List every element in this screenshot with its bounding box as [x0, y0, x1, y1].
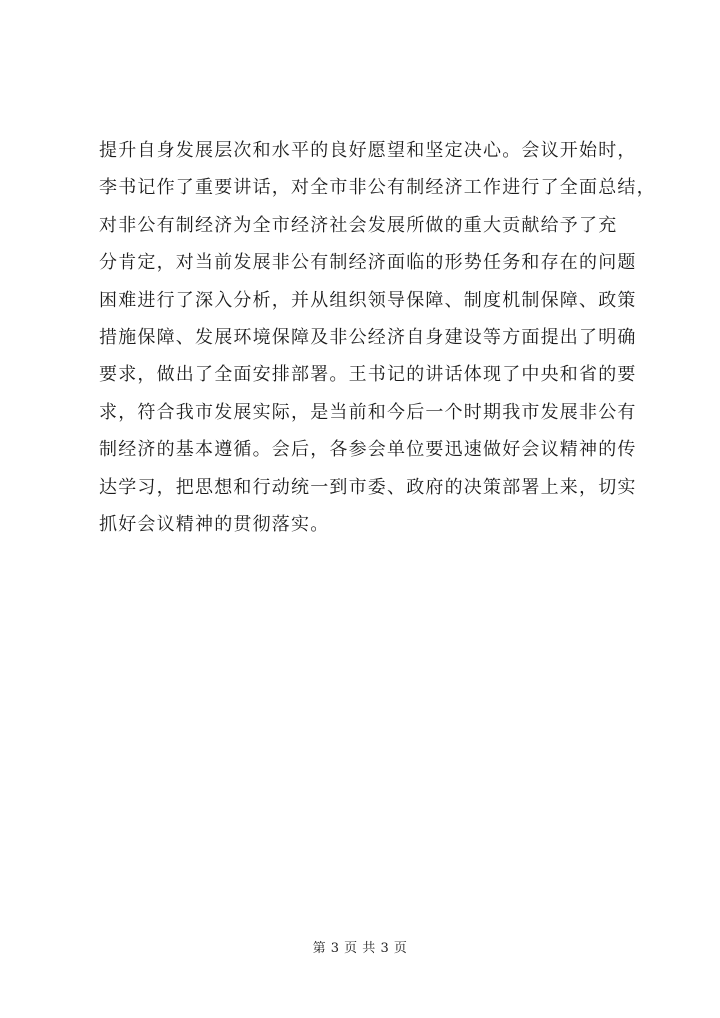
text-line: 分肯定，对当前发展非公有制经济面临的形势任务和存在的问题 [99, 252, 637, 274]
page-number-footer: 第 3 页 共 3 页 [312, 941, 408, 956]
text-line: 要求，做出了全面安排部署。王书记的讲话体现了中央和省的要 [99, 364, 637, 386]
text-line: 提升自身发展层次和水平的良好愿望和坚定决心。会议开始时， [99, 140, 637, 161]
text-line: 困难进行了深入分析，并从组织领导保障、制度机制保障、政策 [99, 289, 637, 311]
text-line: 抓好会议精神的贯彻落实。 [99, 513, 330, 535]
text-line: 措施保障、发展环境保障及非公经济自身建设等方面提出了明确 [99, 326, 637, 348]
text-line: 求，符合我市发展实际，是当前和今后一个时期我市发展非公有 [99, 401, 637, 423]
text-line: 制经济的基本遵循。会后，各参会单位要迅速做好会议精神的传 [99, 439, 637, 461]
text-line: 对非公有制经济为全市经济社会发展所做的重大贡献给予了充 [99, 214, 618, 236]
body-paragraph [99, 132, 659, 543]
text-line: 达学习，把思想和行动统一到市委、政府的决策部署上来，切实 [99, 476, 637, 498]
text-line: 李书记作了重要讲话，对全市非公有制经济工作进行了全面总结， [99, 177, 656, 199]
